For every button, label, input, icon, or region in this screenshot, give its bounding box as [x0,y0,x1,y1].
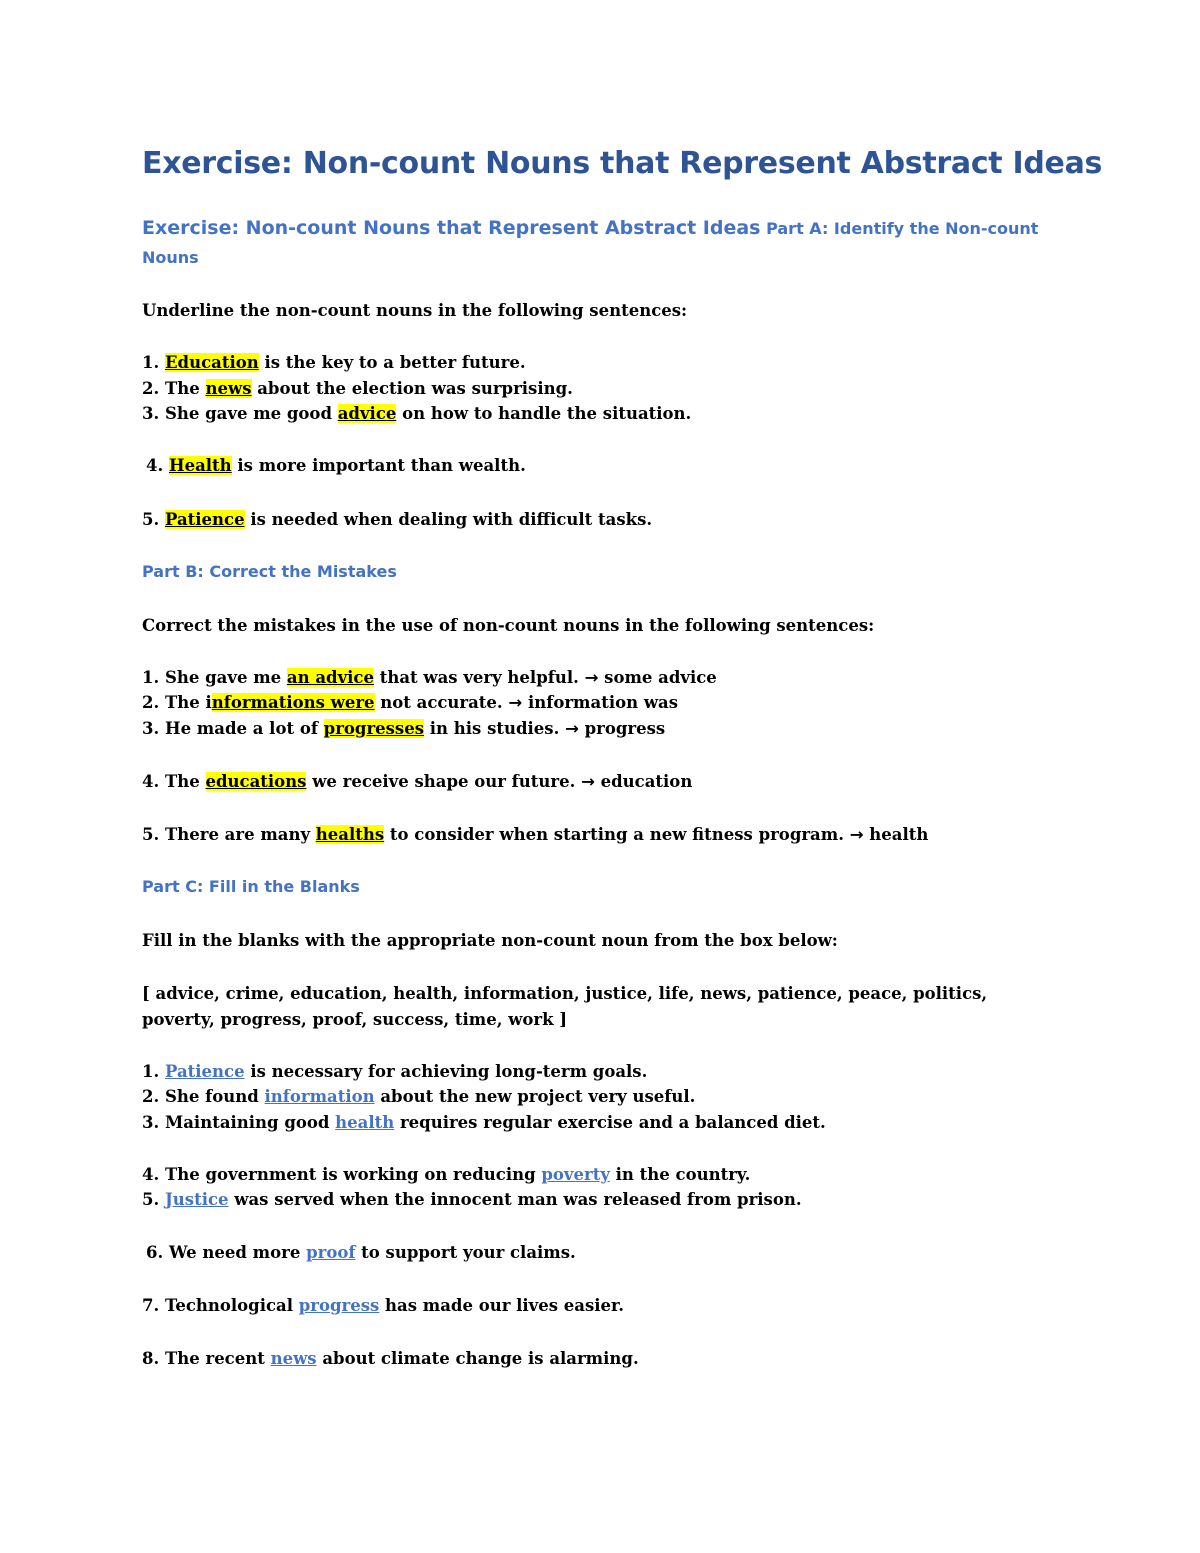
mistake-highlight: an advice [286,668,374,687]
subtitle-main: Exercise: Non-count Nouns that Represent Abstract Ideas [142,217,761,239]
part-c-item: 7. Technological progress has made our lives easier. [142,1296,624,1315]
part-b-heading: Part B: Correct the Mistakes [142,562,397,581]
part-a-instruction: Underline the non-count nouns in the following sentences: [142,301,688,320]
part-c-item: 3. Maintaining good health requires regular exercise and a balanced diet. [142,1113,826,1132]
noncount-noun: Education [164,353,259,372]
part-b-item: 4. The educations we receive shape our future. → education [142,772,693,791]
part-b-item: 3. He made a lot of progresses in his studies. → progress [142,719,666,738]
answer-blank: poverty [541,1165,610,1184]
noncount-noun: advice [337,404,397,423]
answer-blank: health [335,1113,395,1132]
arrow-icon: → [584,668,599,687]
arrow-icon: → [565,719,579,738]
arrow-icon: → [849,825,864,844]
noncount-noun: Health [168,456,232,475]
part-c-item: 8. The recent news about climate change is alarming. [142,1349,639,1368]
part-c-item: 6. We need more proof to support your claims. [146,1243,576,1262]
part-c-item: 2. She found information about the new project very useful. [142,1087,696,1106]
part-b-item: 2. The informations were not accurate. → information was [142,693,679,712]
document-title: Exercise: Non-count Nouns that Represent Abstract Ideas [142,146,1103,181]
noncount-noun: news [205,379,252,398]
part-a-item: 2. The news about the election was surprising. [142,379,573,398]
part-b-item: 1. She gave me an advice that was very helpful. → some advice [142,668,717,687]
part-a-item: 3. She gave me good advice on how to handle the situation. [142,404,692,423]
part-c-heading: Part C: Fill in the Blanks [142,877,360,896]
answer-blank: news [270,1349,317,1368]
arrow-icon: → [508,693,523,712]
mistake-highlight: healths [315,825,385,844]
part-c-item: 1. Patience is necessary for achieving long-term goals. [142,1062,648,1081]
answer-blank: progress [298,1296,380,1315]
subtitle-part-a: Part A: Identify the Non-count Nouns [142,219,1039,267]
answer-blank: Patience [164,1062,245,1081]
answer-blank: Justice [164,1190,229,1209]
part-a-item: 1. Education is the key to a better future. [142,353,526,372]
mistake-highlight: educations [205,772,307,791]
part-a-item: 4. Health is more important than wealth. [146,456,526,475]
word-box: [ advice, crime, education, health, information, justice, life, news, patience, peace, politics, poverty, progress, proof, success, time, work ] [142,984,988,1029]
mistake-highlight: nformations were [211,693,375,712]
part-b-item: 5. There are many healths to consider when starting a new fitness program. → health [142,825,929,844]
part-c-instruction: Fill in the blanks with the appropriate non-count noun from the box below: [142,931,838,950]
answer-blank: proof [306,1243,356,1262]
noncount-noun: Patience [164,510,245,529]
mistake-highlight: progresses [323,719,425,738]
part-c-item: 5. Justice was served when the innocent man was released from prison. [142,1190,802,1209]
part-b-instruction: Correct the mistakes in the use of non-count nouns in the following sentences: [142,616,875,635]
answer-blank: information [264,1087,375,1106]
part-c-item: 4. The government is working on reducing poverty in the country. [142,1165,751,1184]
arrow-icon: → [581,772,595,791]
part-a-item: 5. Patience is needed when dealing with difficult tasks. [142,510,653,529]
exercise-subtitle [142,214,1042,272]
